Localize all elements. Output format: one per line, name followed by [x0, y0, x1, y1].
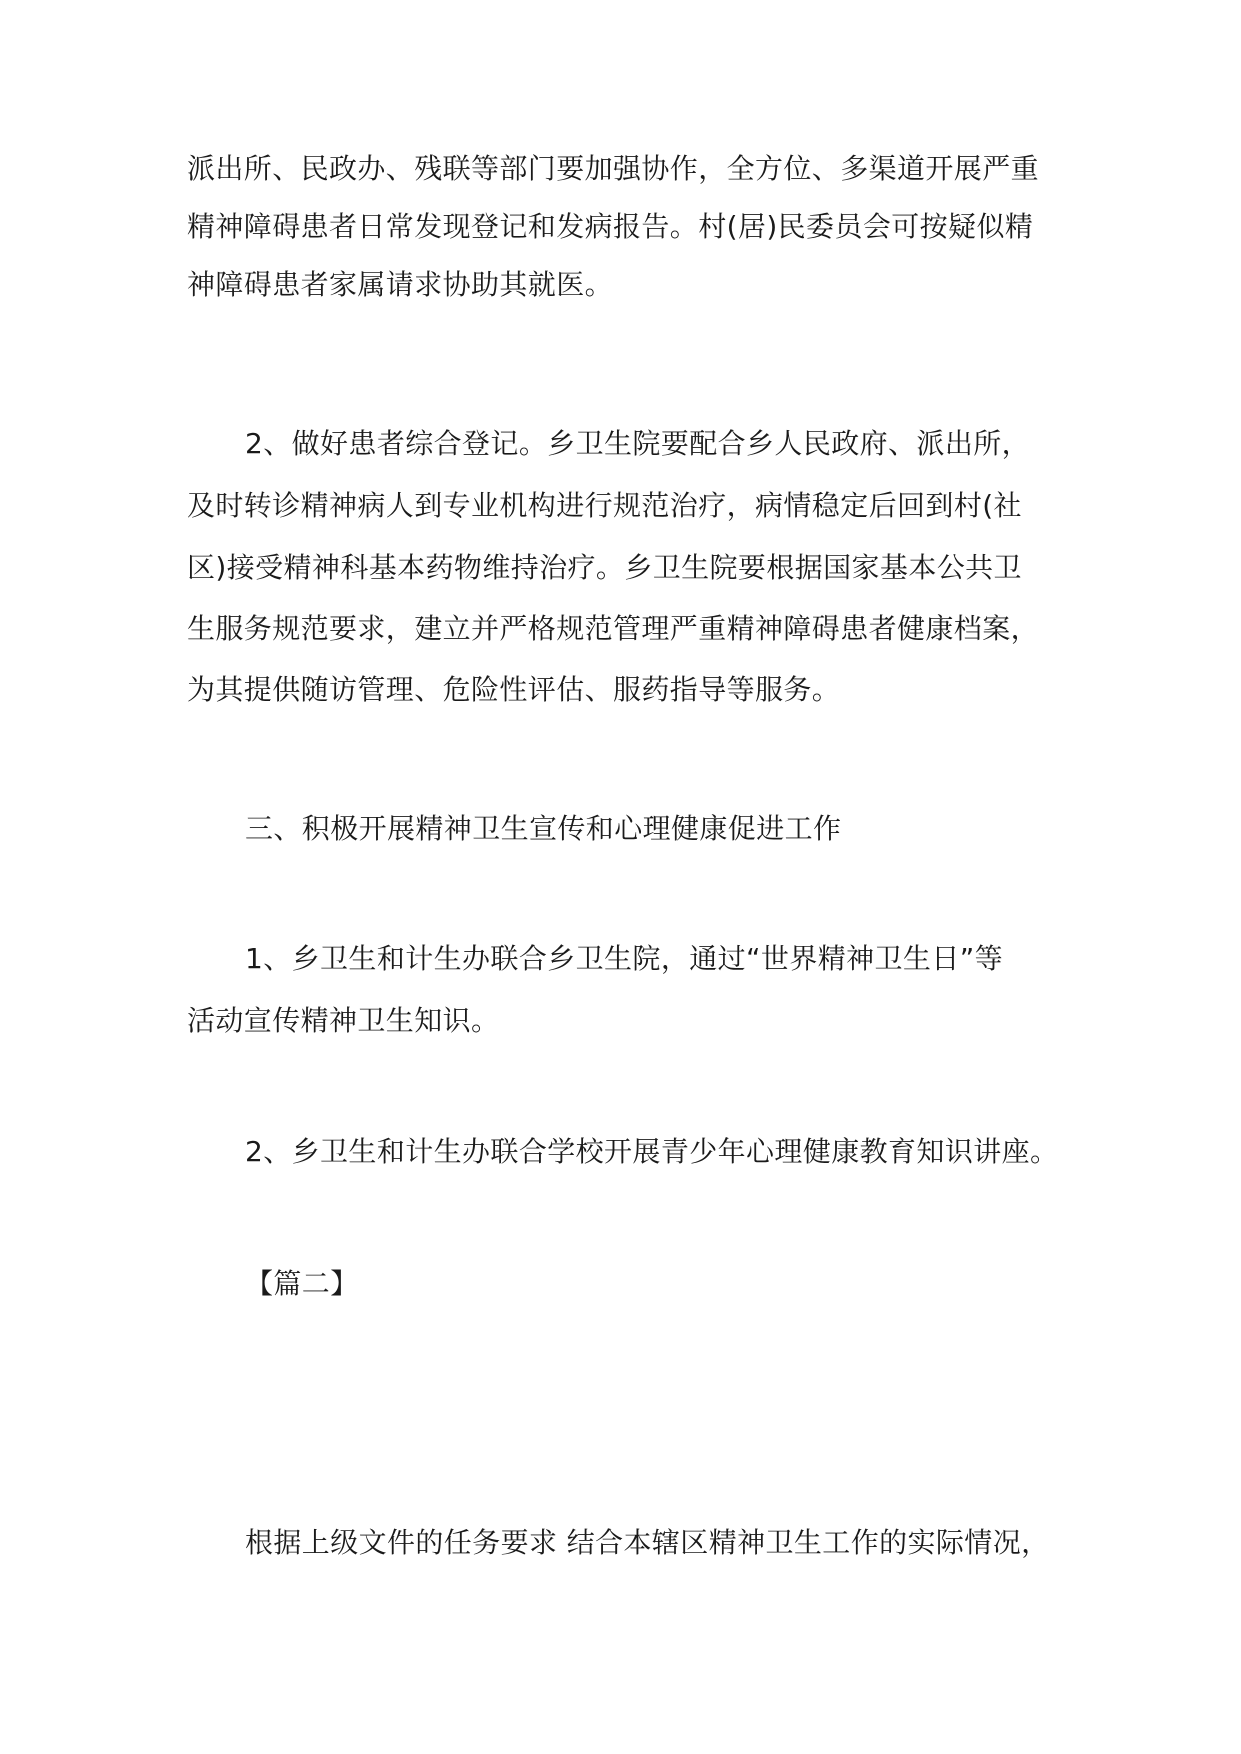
paragraph-1-line-3: 神障碍患者家属请求协助其就医。: [187, 268, 614, 301]
paragraph-2-line-4: 生服务规范要求，建立并严格规范管理严重精神障碍患者健康档案，: [187, 612, 1040, 645]
section-title: 【篇二】: [245, 1267, 359, 1300]
paragraph-2-line-2: 及时转诊精神病人到专业机构进行规范治疗，病情稳定后回到村(社: [187, 489, 1022, 522]
paragraph-3-line-2: 活动宣传精神卫生知识。: [187, 1004, 500, 1037]
paragraph-2-line-1: 2、做好患者综合登记。乡卫生院要配合乡人民政府、派出所，: [245, 427, 1031, 460]
paragraph-2-line-3: 区)接受精神科基本药物维持治疗。乡卫生院要根据国家基本公共卫: [187, 551, 1022, 584]
paragraph-4-line-1: 2、乡卫生和计生办联合学校开展青少年心理健康教育知识讲座。: [245, 1135, 1059, 1168]
paragraph-3-line-1: 1、乡卫生和计生办联合乡卫生院，通过“世界精神卫生日”等: [245, 942, 1004, 975]
paragraph-1-line-2: 精神障碍患者日常发现登记和发病报告。村(居)民委员会可按疑似精: [187, 210, 1034, 243]
section-3-heading: 三、积极开展精神卫生宣传和心理健康促进工作: [245, 812, 842, 845]
paragraph-1-line-1: 派出所、民政办、残联等部门要加强协作，全方位、多渠道开展严重: [187, 152, 1040, 185]
paragraph-2-line-5: 为其提供随访管理、危险性评估、服药指导等服务。: [187, 673, 841, 706]
paragraph-5-line-1: 根据上级文件的任务要求 结合本辖区精神卫生工作的实际情况，: [245, 1526, 1050, 1559]
